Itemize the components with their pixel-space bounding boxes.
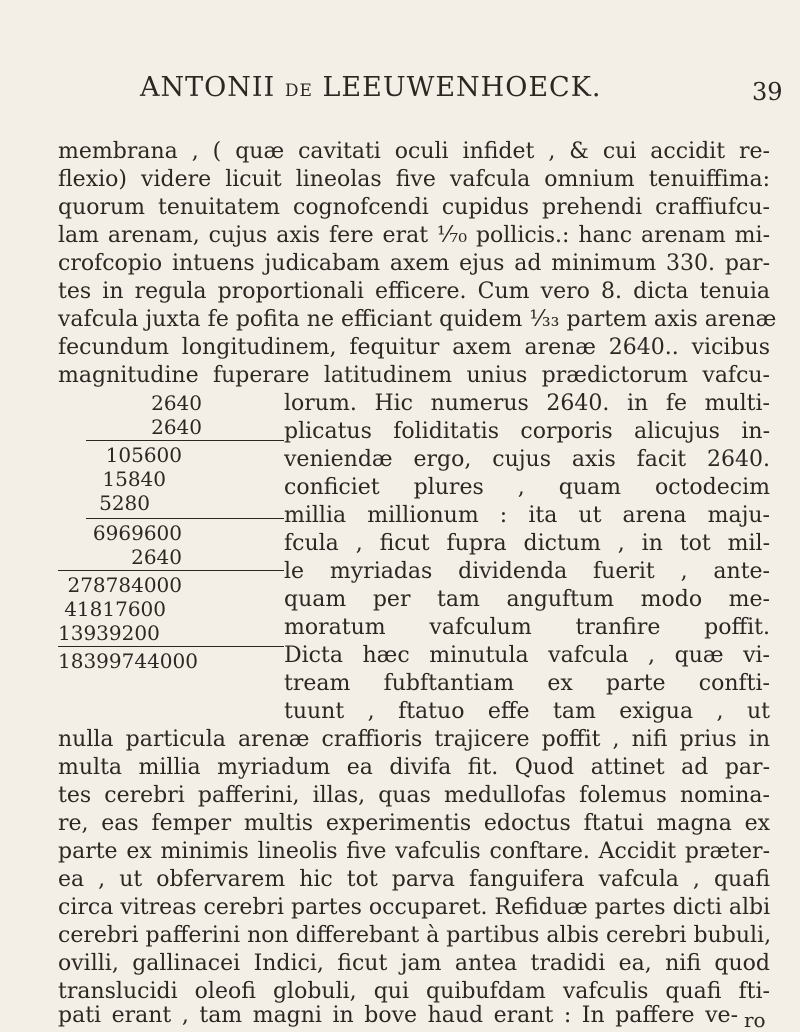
text-line: flexio) videre licuit lineolas five vafcula omnium tenuiffima: — [58, 167, 770, 192]
text-line: ovilli, gallinacei Indici, ficut jam antea tradidi ea, nifi quod — [58, 951, 770, 976]
running-header — [140, 72, 602, 103]
calc-number: 13939200 — [58, 621, 160, 645]
text-line: crofcopio intuens judicabam axem ejus ad minimum 330. par- — [58, 251, 770, 276]
text-line: tes cerebri pafferini, illas, quas medullofas folemus nomina- — [58, 783, 770, 808]
text-line: fecundum longitudinem, fequitur axem arenæ 2640.. vicibus — [58, 335, 770, 360]
author-particle: DE — [284, 81, 313, 101]
calc-rule — [86, 440, 284, 441]
text-line: lam arenam, cujus axis fere erat ¹⁄₇₀ pollicis.: hanc arenam mi- — [58, 223, 770, 248]
calc-number: 6969600 — [92, 521, 182, 545]
calc-rule — [58, 570, 284, 571]
calc-rule — [58, 646, 284, 647]
author-last-name: LEEUWENHOECK. — [322, 72, 602, 103]
calc-number: 105600 — [105, 443, 182, 467]
text-line: le myriadas dividenda fuerit , ante- — [284, 559, 770, 584]
calc-number: 2640 — [151, 415, 202, 439]
calc-number: 41817600 — [64, 597, 166, 621]
text-line: nulla particula arenæ craffioris trajicere poffit , nifi prius in — [58, 727, 770, 752]
calc-number: 2640 — [131, 545, 182, 569]
text-line: translucidi oleofi globuli, qui quibufdam vafculis quafi fti- — [58, 979, 770, 1004]
catchword: ro — [744, 1008, 766, 1032]
calc-number: 18399744000 — [58, 649, 198, 673]
author-first-name: ANTONII — [140, 72, 276, 103]
text-line: parte ex minimis lineolis five vafculis conftare. Accidit præter- — [58, 839, 770, 864]
text-line: fcula , ficut fupra dictum , in tot mil- — [284, 531, 770, 556]
calc-rule — [86, 518, 284, 519]
calc-number: 278784000 — [67, 573, 182, 597]
text-line: multa millia myriadum ea divifa fit. Quod attinet ad par- — [58, 755, 770, 780]
text-line: membrana , ( quæ cavitati oculi infidet , & cui accidit re- — [58, 139, 770, 164]
text-line: tream fubftantiam ex parte confti- — [284, 671, 770, 696]
text-line: pati erant , tam magni in bove haud erant : In paffere ve- — [58, 1003, 738, 1028]
text-line: quam per tam anguftum modo me- — [284, 587, 770, 612]
page-number: 39 — [752, 78, 783, 106]
text-line: re, eas femper multis experimentis edoctus ftatui magna ex — [58, 811, 770, 836]
text-line: circa vitreas cerebri partes occuparet. Refiduæ partes dicti albi — [58, 895, 771, 920]
text-line: millia millionum : ita ut arena maju- — [284, 503, 770, 528]
text-line: Dicta hæc minutula vafcula , quæ vi- — [284, 643, 770, 668]
text-line: plicatus foliditatis corporis alicujus in- — [284, 419, 770, 444]
text-line: cerebri pafferini non differebant à partibus albis cerebri bubuli, — [58, 923, 772, 948]
calc-number: 5280 — [99, 491, 150, 515]
text-line: tuunt , ftatuo effe tam exigua , ut — [284, 699, 770, 724]
calc-number: 15840 — [102, 467, 166, 491]
text-line: magnitudine fuperare latitudinem unius prædictorum vafcu- — [58, 363, 770, 388]
text-line: lorum. Hic numerus 2640. in fe multi- — [284, 391, 770, 416]
calc-number: 2640 — [151, 391, 202, 415]
text-line: moratum vafculum tranfire poffit. — [284, 615, 770, 640]
text-line: conficiet plures , quam octodecim — [284, 475, 770, 500]
text-line: quorum tenuitatem cognofcendi cupidus prehendi craffiufcu- — [58, 195, 770, 220]
text-line: tes in regula proportionali efficere. Cum vero 8. dicta tenuia — [58, 279, 770, 304]
text-line: ea , ut obfervarem hic tot parva fanguifera vafcula , quafi — [58, 867, 770, 892]
text-line: veniendæ ergo, cujus axis facit 2640. — [284, 447, 770, 472]
text-line: vafcula juxta fe pofita ne efficiant quidem ¹⁄₃₃ partem axis arenæ — [58, 307, 777, 332]
